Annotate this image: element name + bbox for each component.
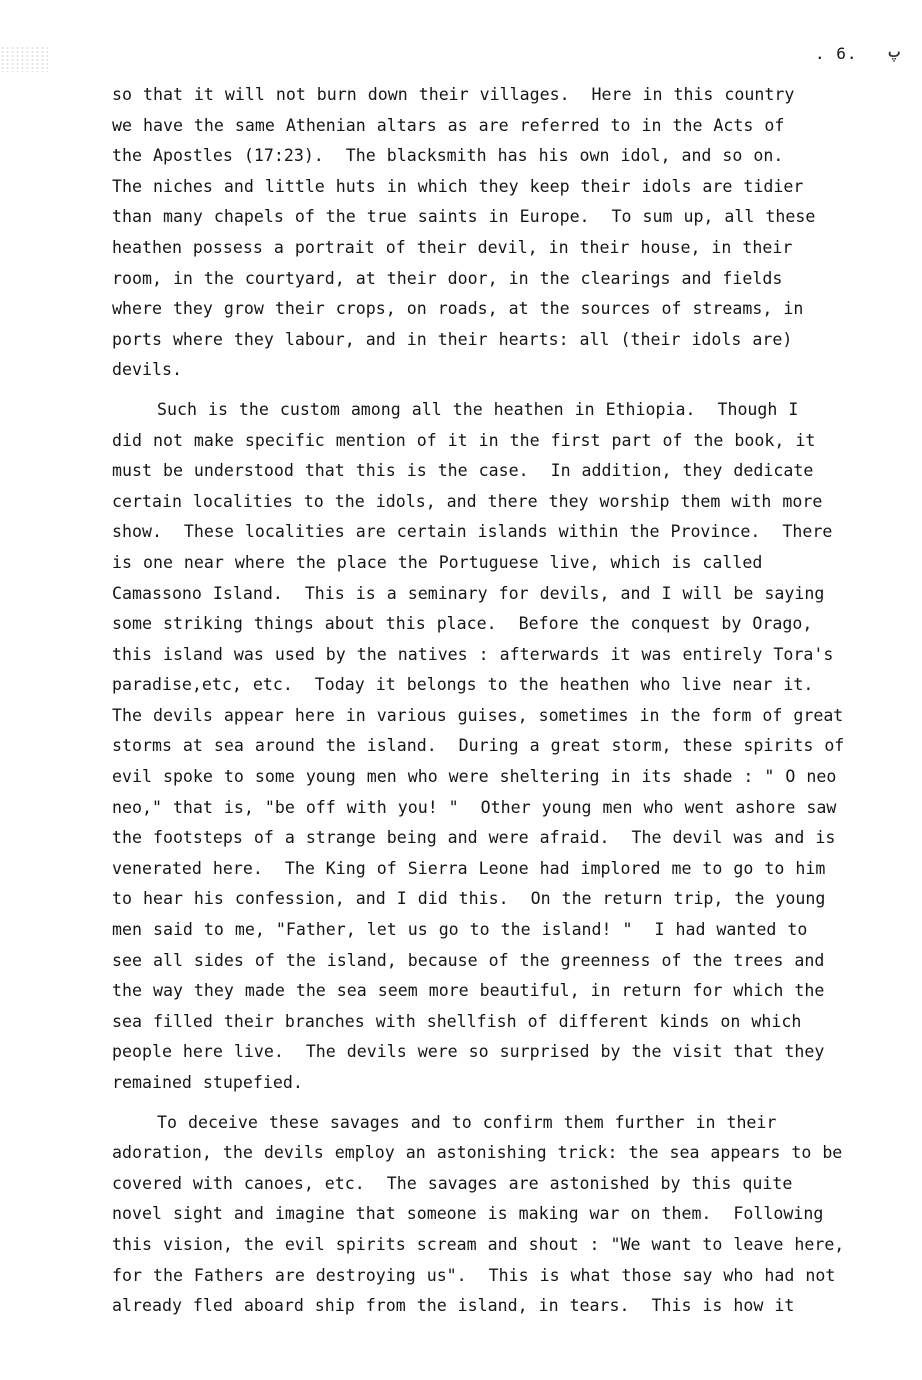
text-line: see all sides of the island, because of the greenness of the trees and <box>112 950 825 970</box>
text-line: the way they made the sea seem more beautiful, in return for which the <box>112 981 825 1001</box>
text-line: Such is the custom among all the heathen in Ethiopia. Though I <box>157 399 799 419</box>
text-line: some striking things about this place. Before the conquest by Orago, <box>112 614 813 634</box>
text-line: is one near where the place the Portuguese live, which is called <box>112 552 763 572</box>
text-line: storms at sea around the island. During a great storm, these spirits of <box>112 736 845 756</box>
text-line: than many chapels of the true saints in Europe. To sum up, all these <box>112 207 816 227</box>
text-line: so that it will not burn down their villages. Here in this country <box>112 85 795 104</box>
text-line: men said to me, "Father, let us go to the island! " I had wanted to <box>112 920 808 940</box>
body-text <box>112 80 872 1322</box>
text-line: must be understood that this is the case. In addition, they dedicate <box>112 461 814 481</box>
text-line: The niches and little huts in which they keep their idols are tidier <box>112 176 804 196</box>
text-line: did not make specific mention of it in the first part of the book, it <box>112 430 816 450</box>
text-line: where they grow their crops, on roads, at the sources of streams, in <box>112 299 804 319</box>
paragraph-3 <box>112 1108 872 1322</box>
text-line: The devils appear here in various guises, sometimes in the form of great <box>112 705 844 725</box>
text-line: heathen possess a portrait of their devil, in their house, in their <box>112 237 793 257</box>
text-line: adoration, the devils employ an astonishing trick: the sea appears to be <box>112 1143 843 1163</box>
text-line: covered with canoes, etc. The savages are astonished by this quite <box>112 1173 793 1193</box>
text-line: the footsteps of a strange being and were afraid. The devil was and is <box>112 828 836 848</box>
text-line: paradise,etc, etc. Today it belongs to the heathen who live near it. <box>112 675 814 695</box>
text-line: To deceive these savages and to confirm them further in their <box>157 1112 777 1132</box>
text-line: remained stupefied. <box>112 1073 303 1092</box>
text-line: this vision, the evil spirits scream and shout : "We want to leave here, <box>112 1234 845 1254</box>
text-line: people here live. The devils were so surprised by the visit that they <box>112 1042 825 1062</box>
text-line: the Apostles (17:23). The blacksmith has his own idol, and so on. <box>112 146 784 166</box>
paragraph-1 <box>112 80 872 386</box>
text-line: devils. <box>112 360 182 380</box>
handwritten-corner-mark: پ <box>888 38 901 62</box>
text-line: sea filled their branches with shellfish of different kinds on which <box>112 1011 802 1031</box>
text-line: novel sight and imagine that someone is making war on them. Following <box>112 1204 824 1224</box>
text-line: this island was used by the natives : afterwards it was entirely Tora's <box>112 644 834 664</box>
text-line: Camassono Island. This is a seminary for devils, and I will be saying <box>112 583 825 603</box>
scan-speckle <box>0 46 48 72</box>
text-line: to hear his confession, and I did this. On the return trip, the young <box>112 889 826 909</box>
text-line: venerated here. The King of Sierra Leone had implored me to go to him <box>112 858 826 878</box>
text-line: already fled aboard ship from the island, in tears. This is how it <box>112 1296 795 1316</box>
text-line: ports where they labour, and in their hearts: all (their idols are) <box>112 329 793 349</box>
text-line: show. These localities are certain islands within the Province. There <box>112 522 833 542</box>
text-line: room, in the courtyard, at their door, in the clearings and fields <box>112 268 783 288</box>
page-number: . 6. <box>815 44 858 63</box>
text-line: for the Fathers are destroying us". This is what those say who had not <box>112 1265 836 1285</box>
text-line: neo," that is, "be off with you! " Other young men who went ashore saw <box>112 797 837 817</box>
text-line: we have the same Athenian altars as are referred to in the Acts of <box>112 115 785 135</box>
text-line: evil spoke to some young men who were sheltering in its shade : " O neo <box>112 767 837 787</box>
paragraph-2 <box>112 395 872 1099</box>
text-line: certain localities to the idols, and there they worship them with more <box>112 491 823 511</box>
